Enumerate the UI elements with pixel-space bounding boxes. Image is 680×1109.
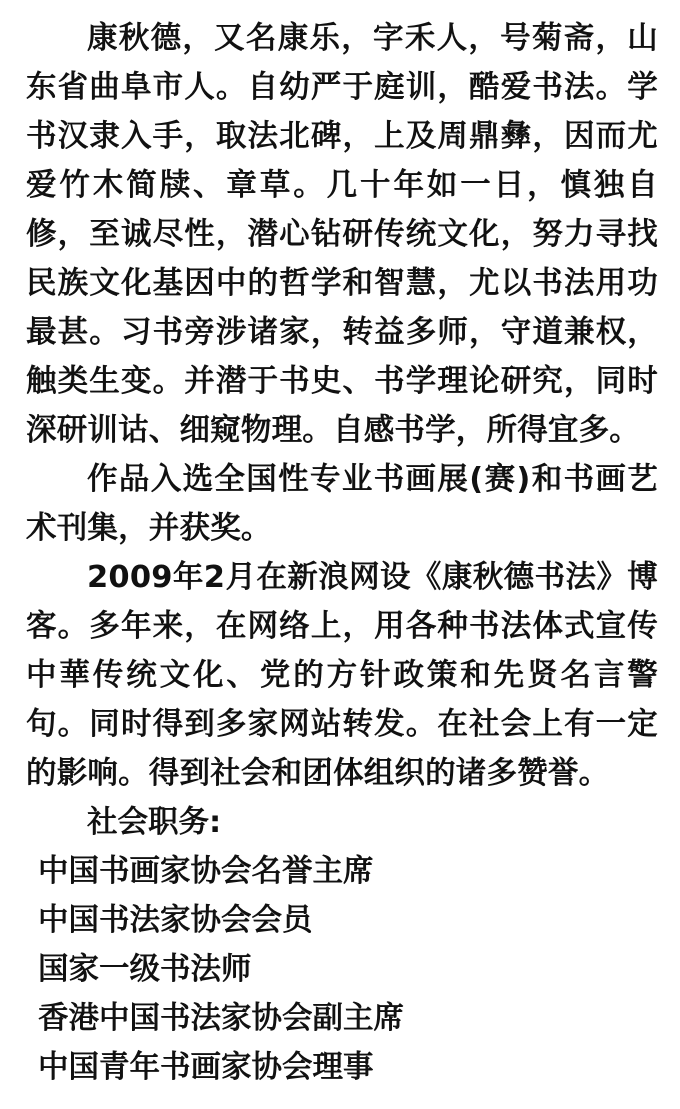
biography-paragraph-3: 2009年2月在新浪网设《康秋德书法》博客。多年来，在网络上，用各种书法体式宣传中華传统文化、党的方针政策和先贤名言警句。同时得到多家网站转发。在社会上有一定的影响。得到社会和团体组织的诸多赞誉。 [26, 560, 658, 791]
biography-paragraph-2: 作品入选全国性专业书画展(赛)和书画艺术刊集，并获奖。 [26, 462, 658, 546]
section-title-social-positions: 社会职务: [87, 805, 222, 840]
list-item: 香港中国书法家协会副主席 [38, 1001, 404, 1036]
list-item: 国家一级书法师 [38, 952, 252, 987]
list-item: 中国青年书画家协会理事 [38, 1050, 374, 1085]
biography-paragraph-1: 康秋德，又名康乐，字禾人，号菊斋，山东省曲阜市人。自幼严于庭训，酷爱书法。学书汉隶入手，取法北碑，上及周鼎彝，因而尤爱竹木简牍、章草。几十年如一日，慎独自修，至诚尽性，潜心钻研传统文化，努力寻找民族文化基因中的哲学和智慧，尤以书法用功最甚。习书旁涉诸家，转益多师，守道兼权，触类生变。并潜于书史、书学理论研究，同时深研训诂、细窥物理。自感书学，所得宜多。 [26, 21, 658, 448]
list-item: 中国书画家协会名誉主席 [38, 854, 374, 889]
list-item: 中国书法家协会会员 [38, 903, 313, 938]
